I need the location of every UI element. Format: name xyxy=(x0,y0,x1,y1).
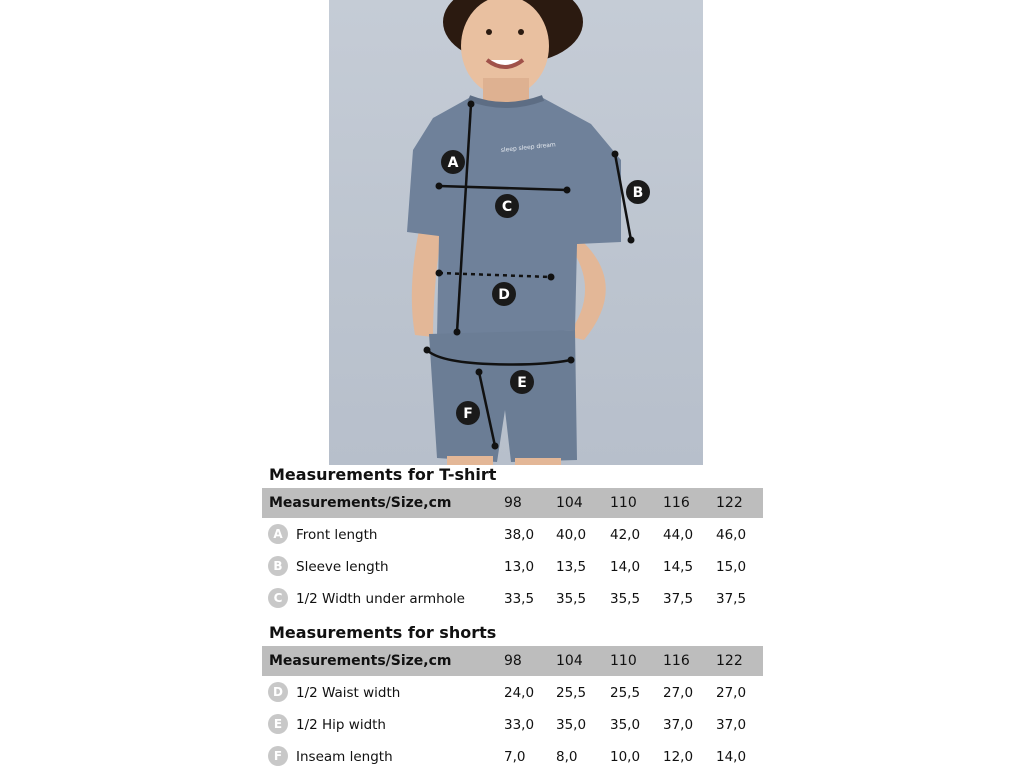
letter-badge: F xyxy=(268,746,288,766)
letter-badge: C xyxy=(268,588,288,608)
left-arm xyxy=(412,230,441,337)
size-104: 104 xyxy=(556,653,583,669)
row-label: Sleeve length xyxy=(296,559,389,575)
table-cell: 27,0 xyxy=(663,685,694,701)
table-row xyxy=(262,708,763,740)
table-cell: 14,0 xyxy=(716,749,747,765)
table-cell: 27,0 xyxy=(716,685,747,701)
product-photo xyxy=(329,0,703,465)
shorts xyxy=(429,330,577,462)
size-110: 110 xyxy=(610,653,637,669)
header-label: Measurements/Size,cm xyxy=(269,653,452,669)
table-cell: 13,5 xyxy=(556,559,587,575)
table-cell: 12,0 xyxy=(663,749,694,765)
tshirt-table-header xyxy=(262,488,763,518)
shirt-print: sleep sleep dream xyxy=(500,141,557,154)
table-cell: 24,0 xyxy=(504,685,535,701)
table-cell: 35,0 xyxy=(610,717,641,733)
table-cell: 37,0 xyxy=(663,717,694,733)
letter-badge: A xyxy=(268,524,288,544)
size-122: 122 xyxy=(716,495,743,511)
table-cell: 14,5 xyxy=(663,559,694,575)
table-cell: 33,0 xyxy=(504,717,535,733)
letter-badge: B xyxy=(268,556,288,576)
label-a: A xyxy=(447,155,459,171)
row-label: Front length xyxy=(296,527,378,543)
table-cell: 7,0 xyxy=(504,749,526,765)
size-110: 110 xyxy=(610,495,637,511)
label-d: D xyxy=(498,287,510,303)
size-116: 116 xyxy=(663,495,690,511)
label-c: C xyxy=(501,199,513,215)
table-cell: 40,0 xyxy=(556,527,587,543)
table-cell: 37,5 xyxy=(716,591,747,607)
table-cell: 35,5 xyxy=(556,591,587,607)
table-cell: 37,5 xyxy=(663,591,694,607)
table-cell: 14,0 xyxy=(610,559,641,575)
row-label: Inseam length xyxy=(296,749,393,765)
table-cell: 44,0 xyxy=(663,527,694,543)
shorts-table-header xyxy=(262,646,763,676)
table-cell: 33,5 xyxy=(504,591,535,607)
label-b: B xyxy=(632,185,644,201)
size-104: 104 xyxy=(556,495,583,511)
tshirt-title: Measurements for T-shirt xyxy=(269,465,497,484)
table-row xyxy=(262,676,763,708)
size-98: 98 xyxy=(504,495,522,511)
table-cell: 46,0 xyxy=(716,527,747,543)
table-cell: 25,5 xyxy=(610,685,641,701)
size-98: 98 xyxy=(504,653,522,669)
table-cell: 42,0 xyxy=(610,527,641,543)
table-cell: 13,0 xyxy=(504,559,535,575)
table-cell: 35,5 xyxy=(610,591,641,607)
size-116: 116 xyxy=(663,653,690,669)
table-cell: 10,0 xyxy=(610,749,641,765)
table-cell: 35,0 xyxy=(556,717,587,733)
table-cell: 8,0 xyxy=(556,749,578,765)
shorts-table xyxy=(262,646,763,772)
table-cell: 25,5 xyxy=(556,685,587,701)
letter-badge: E xyxy=(268,714,288,734)
row-label: 1/2 Waist width xyxy=(296,685,401,701)
tshirt-table xyxy=(262,488,763,614)
label-e: E xyxy=(517,375,527,391)
table-cell: 37,0 xyxy=(716,717,747,733)
table-row xyxy=(262,582,763,614)
table-cell: 38,0 xyxy=(504,527,535,543)
table-row xyxy=(262,518,763,550)
table-row xyxy=(262,740,763,772)
letter-badge: D xyxy=(268,682,288,702)
row-label: 1/2 Hip width xyxy=(296,717,386,733)
row-label: 1/2 Width under armhole xyxy=(296,591,465,607)
size-122: 122 xyxy=(716,653,743,669)
table-cell: 15,0 xyxy=(716,559,747,575)
header-label: Measurements/Size,cm xyxy=(269,495,452,511)
measurement-diagram xyxy=(329,0,703,465)
label-f: F xyxy=(463,406,473,422)
shorts-title: Measurements for shorts xyxy=(269,623,497,642)
table-row xyxy=(262,550,763,582)
